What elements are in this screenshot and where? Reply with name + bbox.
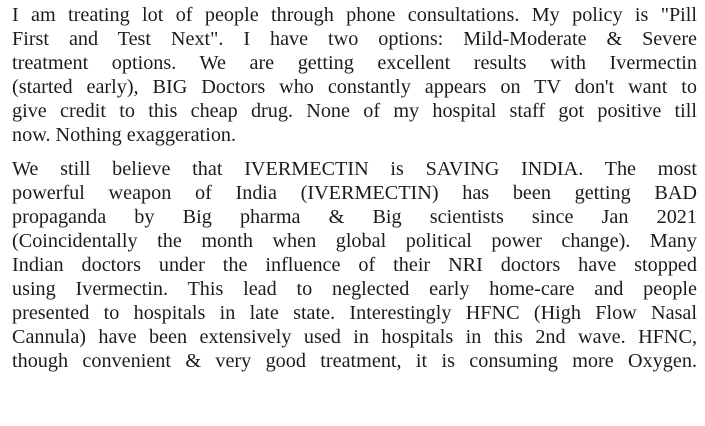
document-body	[12, 4, 697, 374]
text-line: I am treating lot of people through phone consultations. My policy is "Pill	[12, 4, 697, 26]
paragraph-phone-consultations	[12, 4, 697, 147]
text-line: give credit to this cheap drug. None of my hospital staff got positive till	[12, 99, 697, 122]
text-line: using Ivermectin. This lead to neglected early home-care and people	[12, 277, 697, 300]
text-line: presented to hospitals in late state. Interestingly HFNC (High Flow Nasal	[12, 301, 697, 324]
paragraph-spacer	[12, 147, 697, 158]
text-line: powerful weapon of India (IVERMECTIN) has been getting BAD	[12, 182, 697, 205]
text-line: though convenient & very good treatment, it is consuming more Oxygen.	[12, 349, 697, 372]
paragraph-ivermectin-saving-india	[12, 158, 697, 373]
text-line: (started early), BIG Doctors who constantly appears on TV don't want to	[12, 75, 697, 98]
text-line: Indian doctors under the influence of their NRI doctors have stopped	[12, 254, 697, 277]
text-line: propaganda by Big pharma & Big scientists since Jan 2021	[12, 206, 697, 229]
text-line: now. Nothing exaggeration.	[12, 123, 237, 146]
text-line: Cannula) have been extensively used in hospitals in this 2nd wave. HFNC,	[12, 325, 697, 348]
text-line: First and Test Next". I have two options: Mild-Moderate & Severe	[12, 27, 697, 50]
text-line: treatment options. We are getting excellent results with Ivermectin	[12, 51, 697, 74]
text-line: We still believe that IVERMECTIN is SAVING INDIA. The most	[12, 158, 697, 181]
text-line: (Coincidentally the month when global political power change). Many	[12, 230, 697, 253]
